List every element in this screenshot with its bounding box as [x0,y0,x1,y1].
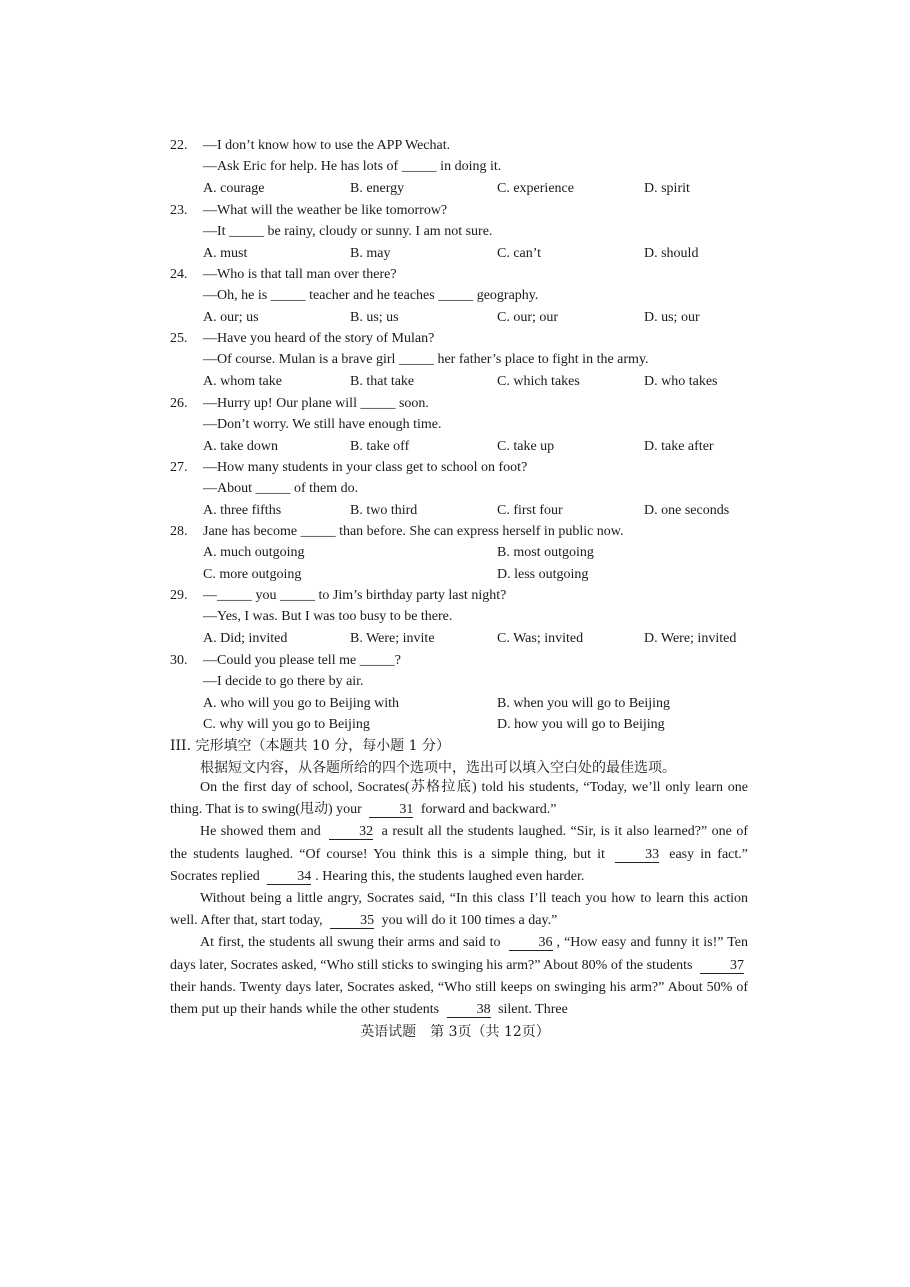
question-29 [170,585,770,649]
options-row [170,628,770,649]
cloze-passage [170,777,748,1021]
option-c[interactable]: C. can’t [497,245,542,261]
question-line: —_____ you _____ to Jim’s birthday party last night? [203,588,507,603]
option-a[interactable]: A. three fifths [203,502,282,518]
blank-34[interactable]: 34 [267,869,311,885]
question-line: Jane has become _____ than before. She can express herself in public now. [203,524,624,539]
option-c[interactable]: C. Was; invited [497,630,584,646]
option-c[interactable]: C. take up [497,438,555,454]
option-b[interactable]: B. us; us [350,309,399,325]
option-a[interactable]: A. must [203,245,248,261]
option-b[interactable]: B. that take [350,373,415,389]
option-a[interactable]: A. whom take [203,373,282,389]
option-b[interactable]: B. Were; invite [350,630,435,646]
question-line: —What will the weather be like tomorrow? [203,203,448,218]
blank-32[interactable]: 32 [329,824,373,840]
question-line: —Have you heard of the story of Mulan? [203,331,435,346]
options-row [170,307,770,328]
question-number: 24. [170,267,188,282]
question-line: —Of course. Mulan is a brave girl _____ her father’s place to fight in the army. [203,352,649,368]
options-row [170,243,770,264]
question-number: 23. [170,203,188,218]
option-b[interactable]: B. energy [350,180,405,196]
section-title: III. 完形填空（本题共 10 分，每小题 1 分） [170,738,451,754]
option-c[interactable]: C. first four [497,502,563,518]
question-23 [170,200,770,264]
option-d[interactable]: D. take after [644,438,714,454]
question-26 [170,393,770,457]
options-row [170,500,770,521]
options-row [170,542,770,563]
option-b[interactable]: B. two third [350,502,418,518]
blank-31[interactable]: 31 [369,802,413,818]
blank-33[interactable]: 33 [615,847,659,863]
question-number: 28. [170,524,188,539]
passage-paragraph: At first, the students all swung their arms and said to 36 , “How easy and funny it is!” Ten days later, Socrates asked, “Who still sticks to swinging his arm?” About 80% of the students 37 their hands. Twenty days later, Socrates asked, “Who still keeps on swinging his arm?” About 50% of them put up their hands while the other students 38 silent. Three [170,935,749,1018]
option-c[interactable]: C. why will you go to Beijing [203,716,370,732]
option-d[interactable]: D. Were; invited [644,630,737,646]
option-c[interactable]: C. more outgoing [203,566,302,582]
option-d[interactable]: D. less outgoing [497,566,589,582]
question-24 [170,264,770,328]
blank-35[interactable]: 35 [330,913,374,929]
question-line: —It _____ be rainy, cloudy or sunny. I am not sure. [203,224,493,240]
option-a[interactable]: A. Did; invited [203,630,288,646]
question-number: 25. [170,331,188,346]
option-a[interactable]: A. much outgoing [203,545,305,561]
option-d[interactable]: D. who takes [644,373,718,389]
option-d[interactable]: D. us; our [644,309,700,325]
option-b[interactable]: B. when you will go to Beijing [497,695,671,711]
option-d[interactable]: D. one seconds [644,502,730,518]
question-line: —Don’t worry. We still have enough time. [203,417,442,433]
passage-paragraph: Without being a little angry, Socrates said, “In this class I’ll teach you how to learn this action well. After that, start today, 35 you will do it 100 times a day.” [170,891,748,929]
question-line: —I decide to go there by air. [203,674,364,690]
option-d[interactable]: D. spirit [644,180,690,196]
option-a[interactable]: A. courage [203,180,265,196]
options-row [170,178,770,199]
option-a[interactable]: A. our; us [203,309,259,325]
options-row [170,714,770,735]
option-b[interactable]: B. take off [350,438,410,454]
blank-36[interactable]: 36 [509,935,553,951]
option-d[interactable]: D. should [644,245,699,261]
options-row [170,436,770,457]
question-line: —Who is that tall man over there? [203,267,397,282]
question-line: —Yes, I was. But I was too busy to be there. [203,609,453,625]
options-row [170,564,770,585]
option-b[interactable]: B. most outgoing [497,545,594,561]
option-b[interactable]: B. may [350,245,391,261]
blank-37[interactable]: 37 [700,958,744,974]
question-28 [170,521,770,585]
option-c[interactable]: C. which takes [497,373,580,389]
question-number: 26. [170,396,188,411]
option-c[interactable]: C. experience [497,180,574,196]
options-row [170,371,770,392]
option-c[interactable]: C. our; our [497,309,559,325]
question-number: 22. [170,138,188,153]
question-line: —About _____ of them do. [203,481,359,497]
page-footer: 英语试题 第 3页（共 12页） [360,1024,550,1040]
options-row [170,693,770,714]
question-22 [170,135,770,199]
question-line: —How many students in your class get to school on foot? [203,460,528,475]
option-a[interactable]: A. take down [203,438,279,454]
option-a[interactable]: A. who will you go to Beijing with [203,695,399,711]
question-line: —Could you please tell me _____? [203,653,401,668]
passage-paragraph: On the first day of school, Socrates(苏格拉底) told his students, “Today, we’ll only learn one thing. That is to swing(甩动) your 31 forward and backward.” [170,780,748,818]
question-27 [170,457,770,521]
question-25 [170,328,770,392]
blank-38[interactable]: 38 [447,1002,491,1018]
question-line: —Hurry up! Our plane will _____ soon. [203,396,429,411]
question-line: —Oh, he is _____ teacher and he teaches _____ geography. [203,288,539,304]
passage-paragraph: He showed them and 32 a result all the students laughed. “Sir, is it also learned?” one of the students laughed. “Of course! You think this is a simple thing, but it 33 easy in fact.” Socrates replied 34 . Hearing this, the students laughed even harder. [170,824,749,884]
section-instruction: 根据短文内容，从各题所给的四个选项中，选出可以填入空白处的最佳选项。 [200,760,676,776]
question-line: —Ask Eric for help. He has lots of _____ in doing it. [203,159,502,175]
option-d[interactable]: D. how you will go to Beijing [497,716,665,732]
question-number: 30. [170,653,188,668]
question-30 [170,650,770,735]
question-number: 29. [170,588,188,603]
question-line: —I don’t know how to use the APP Wechat. [203,138,451,153]
question-number: 27. [170,460,188,475]
